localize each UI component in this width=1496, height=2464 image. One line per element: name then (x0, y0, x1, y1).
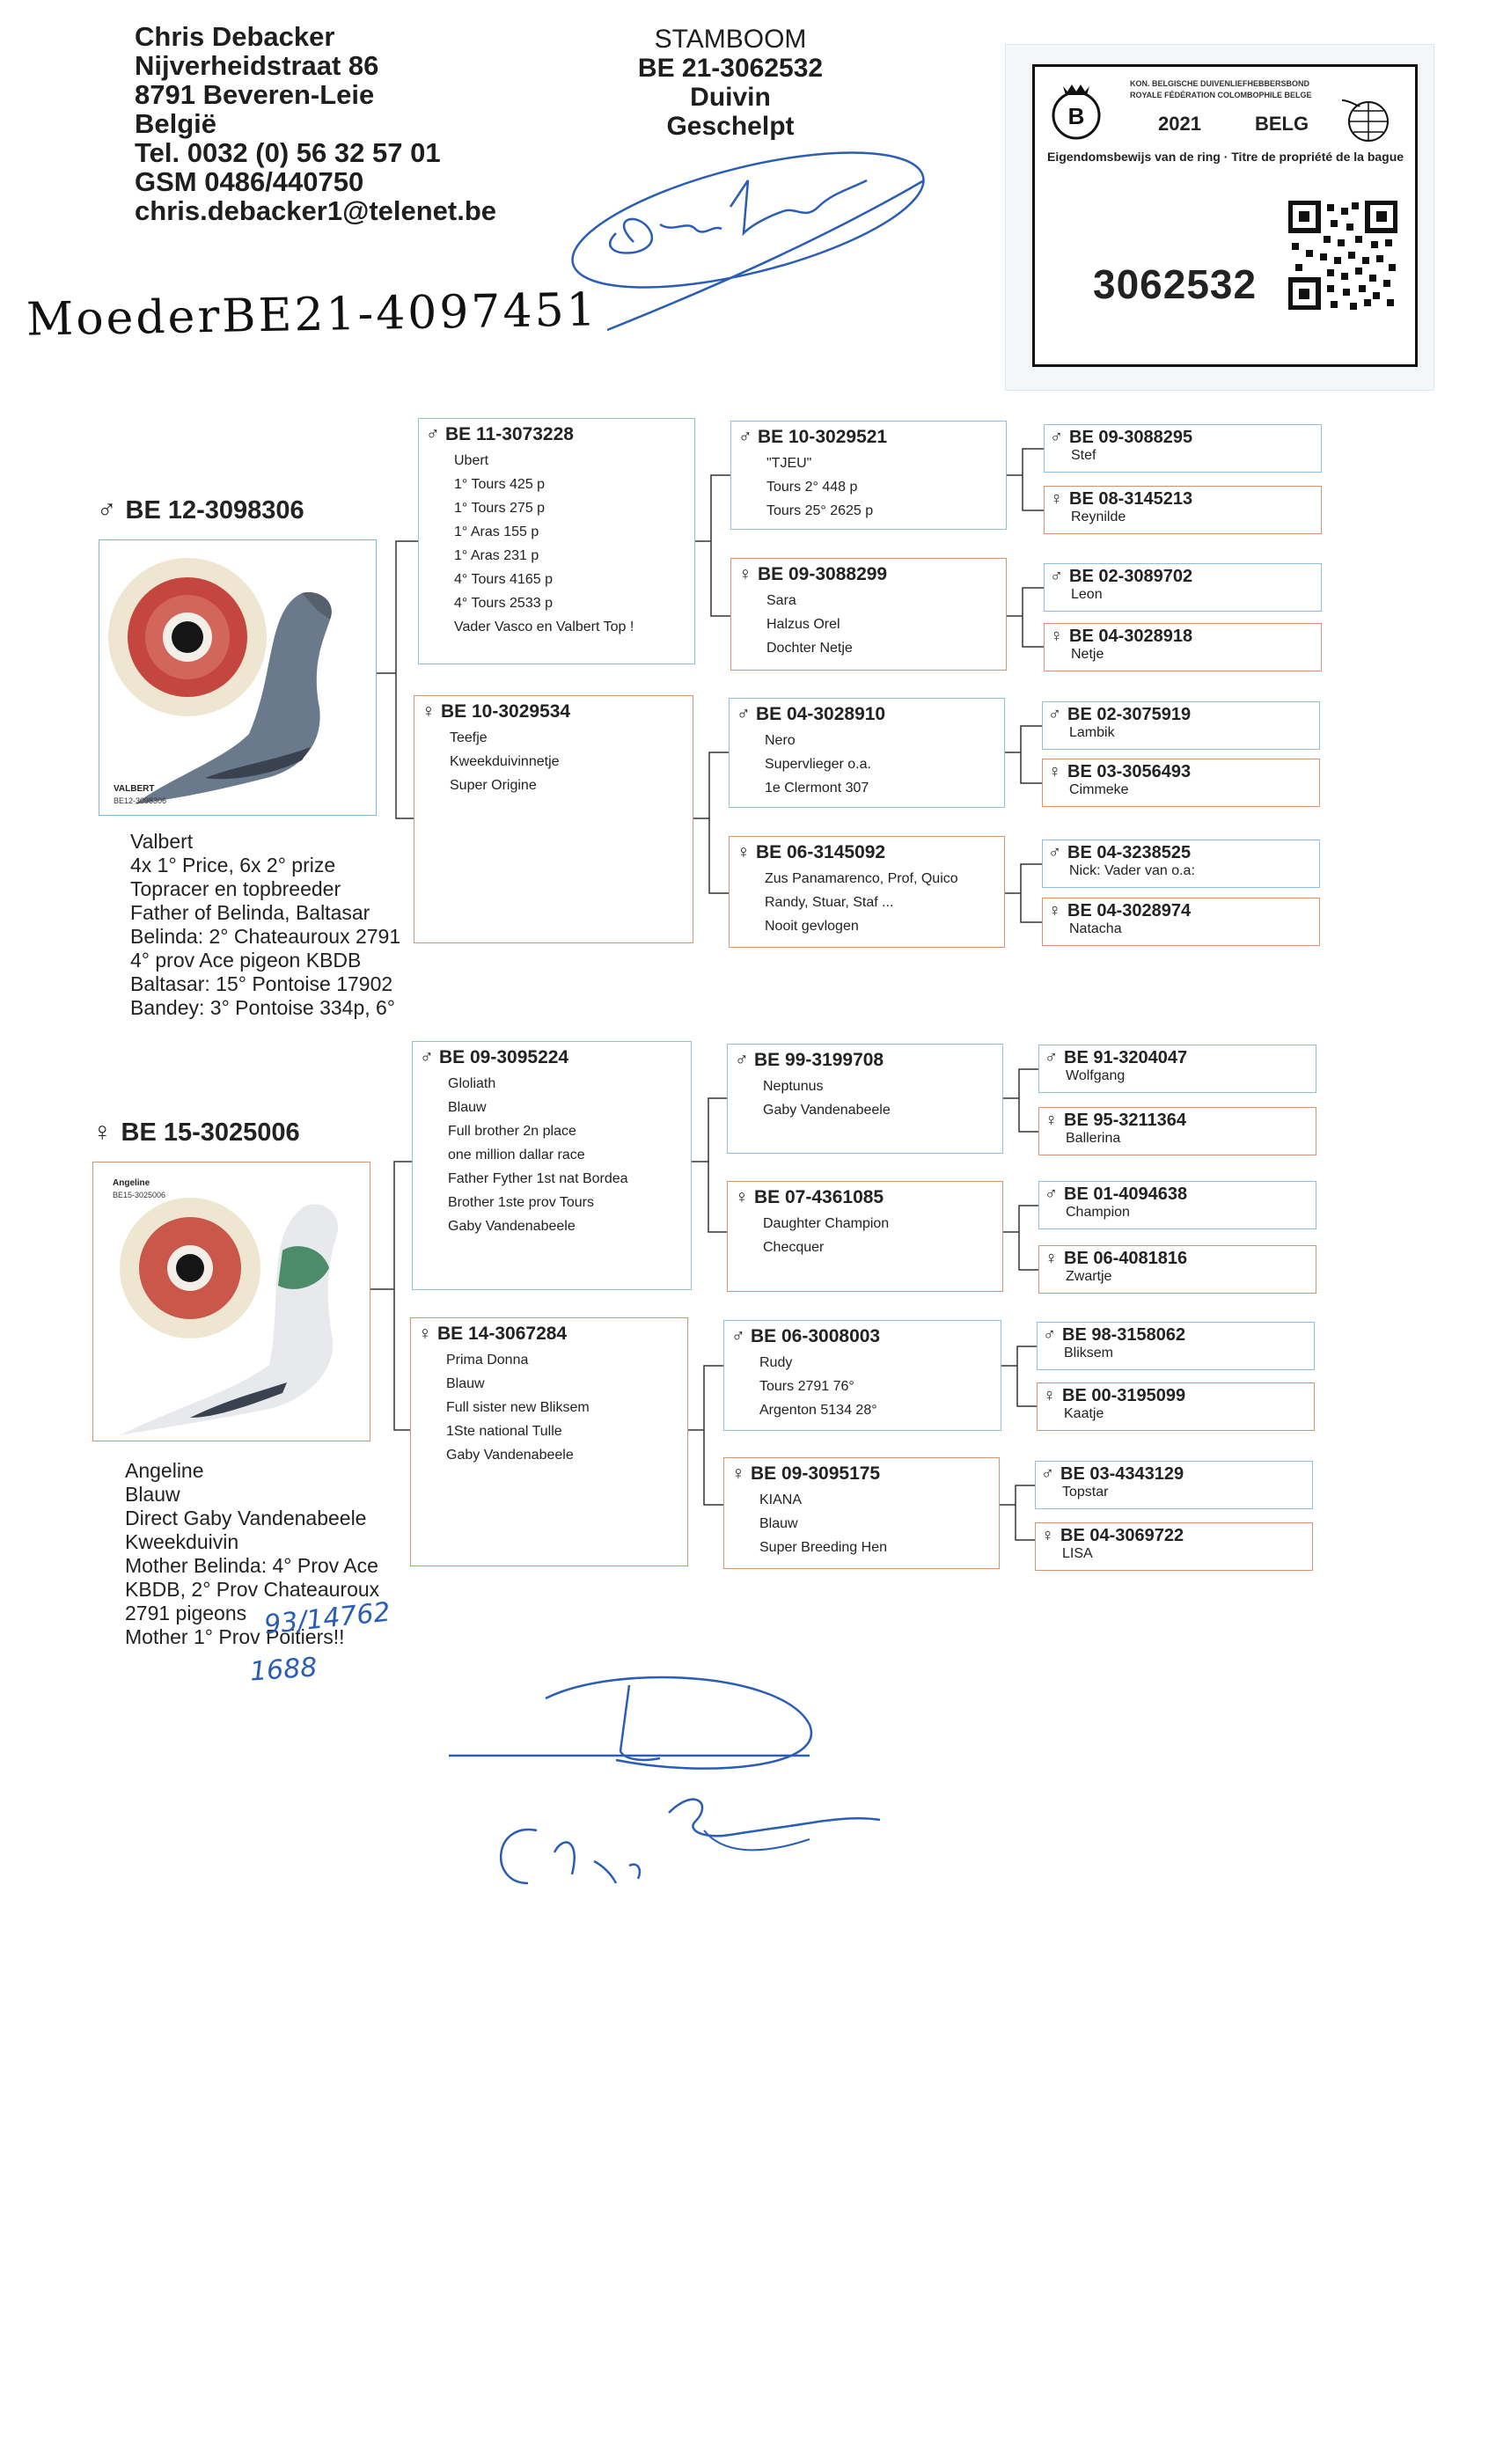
box-line: Blauw (446, 1376, 485, 1391)
handwritten-note-count: 93/14762 (262, 1596, 392, 1641)
dam-line: Kweekduivin (125, 1530, 239, 1553)
dam-line: Blauw (125, 1483, 180, 1506)
dam-line: 2791 pigeons (125, 1602, 247, 1624)
box-line: 1° Tours 275 p (454, 501, 546, 516)
signature-bottom (440, 1663, 933, 1927)
box-line: Neptunus (763, 1079, 824, 1094)
pedigree-box-gen3 (1042, 898, 1320, 946)
box-ring: BE 04-3069722 (1060, 1526, 1184, 1545)
box-line: Sara (766, 593, 796, 608)
certificate-caption: Eigendomsbewijs van de ring · Titre de propriété de la bague (1047, 150, 1404, 164)
female-icon: ♀ (1048, 762, 1061, 781)
box-line: Randy, Stuar, Staf ... (765, 895, 894, 910)
box-line: Rudy (759, 1355, 793, 1370)
box-line: Gaby Vandenabeele (446, 1448, 574, 1463)
box-line: Dochter Netje (766, 641, 853, 656)
sire-line: Belinda: 2° Chateauroux 2791 (130, 925, 401, 948)
pedigree-box-gen3 (1042, 840, 1320, 888)
pedigree-box-dam-sire (412, 1041, 692, 1290)
female-icon: ♀ (418, 1324, 432, 1344)
box-line: Bliksem (1064, 1346, 1114, 1360)
pedigree-box-gen3 (1035, 1522, 1313, 1571)
box-line: 1° Aras 231 p (454, 548, 539, 563)
header-color: Geschelpt (666, 112, 795, 141)
male-icon: ♂ (1045, 1048, 1058, 1067)
pedigree-box-gen3 (1038, 1045, 1316, 1093)
box-line: Ballerina (1066, 1131, 1121, 1146)
pedigree-box-gen2 (727, 1181, 1003, 1292)
dam-line: Direct Gaby Vandenabeele (125, 1507, 367, 1529)
box-ring: BE 08-3145213 (1069, 489, 1193, 509)
owner-tel: Tel. 0032 (0) 56 32 57 01 (135, 137, 441, 168)
page-title: STAMBOOM (654, 25, 807, 54)
box-line: Nero (765, 733, 796, 748)
female-icon: ♀ (735, 1187, 749, 1207)
box-ring: BE 10-3029521 (758, 427, 888, 447)
female-icon: ♀ (738, 564, 752, 584)
pedigree-box-gen2 (730, 421, 1007, 530)
sire-line: Bandey: 3° Pontoise 334p, 6° (130, 996, 395, 1019)
pedigree-box-gen3 (1037, 1322, 1315, 1370)
dam-photo (92, 1162, 370, 1441)
box-ring: BE 09-3095175 (751, 1463, 881, 1484)
female-icon: ♀ (1048, 901, 1061, 920)
pigeon-eye-icon (93, 1162, 370, 1441)
box-line: Tours 25° 2625 p (766, 503, 874, 518)
box-line: Kweekduivinnetje (450, 754, 560, 769)
box-ring: BE 06-3145092 (756, 842, 886, 862)
pedigree-box-gen3 (1044, 623, 1322, 671)
box-ring: BE 14-3067284 (437, 1324, 568, 1344)
female-icon: ♀ (737, 842, 751, 862)
sire-photo-ring: BE12-3098306 (114, 796, 167, 805)
box-line: Checquer (763, 1240, 825, 1255)
box-ring: BE 09-3088299 (758, 564, 888, 584)
box-line: Topstar (1062, 1485, 1109, 1500)
box-line: Brother 1ste prov Tours (448, 1195, 595, 1210)
pedigree-box-gen3 (1044, 486, 1322, 534)
box-line: Reynilde (1071, 510, 1126, 524)
header-sex: Duivin (690, 83, 771, 112)
box-line: Super Origine (450, 778, 537, 793)
pedigree-box-gen3 (1044, 563, 1322, 612)
pedigree-box-gen2 (730, 558, 1007, 671)
box-line: Natacha (1069, 921, 1122, 936)
box-line: Father Fyther 1st nat Bordea (448, 1171, 628, 1186)
female-icon: ♀ (1043, 1386, 1056, 1405)
box-line: Nick: Vader van o.a: (1069, 863, 1195, 878)
pedigree-box-gen2 (729, 836, 1005, 948)
male-icon: ♂ (1048, 705, 1061, 724)
male-icon: ♂ (1050, 428, 1063, 447)
box-line: Ubert (454, 453, 489, 468)
box-ring: BE 02-3089702 (1069, 567, 1193, 586)
male-icon: ♂ (738, 427, 752, 447)
box-line: LISA (1062, 1546, 1093, 1561)
org-name-fr: ROYALE FÉDÉRATION COLOMBOPHILE BELGE (1130, 91, 1312, 99)
owner-gsm: GSM 0486/440750 (135, 166, 364, 197)
box-line: Tours 2791 76° (759, 1379, 854, 1394)
box-ring: BE 03-3056493 (1067, 762, 1192, 781)
male-icon: ♂ (731, 1326, 745, 1346)
male-icon: ♂ (426, 424, 440, 444)
male-icon: ♂ (420, 1047, 434, 1067)
female-icon: ♀ (422, 701, 436, 722)
box-ring: BE 06-3008003 (751, 1326, 881, 1346)
dam-line: KBDB, 2° Prov Chateauroux (125, 1578, 380, 1601)
owner-street: Nijverheidstraat 86 (135, 50, 379, 81)
dam-heading (92, 1118, 300, 1148)
box-line: KIANA (759, 1492, 803, 1507)
pedigree-box-dam-dam (410, 1317, 688, 1566)
pedigree-box-gen3 (1035, 1461, 1313, 1509)
box-ring: BE 04-3028918 (1069, 627, 1193, 646)
box-line: Prima Donna (446, 1353, 529, 1368)
box-ring: BE 11-3073228 (445, 424, 574, 444)
dam-line: Angeline (125, 1459, 204, 1482)
ring-number: 3062532 (1093, 261, 1258, 307)
pedigree-box-gen2 (727, 1044, 1003, 1154)
sire-line: Father of Belinda, Baltasar (130, 901, 370, 924)
owner-country: België (135, 108, 217, 139)
box-line: Tours 2° 448 p (766, 480, 858, 495)
box-line: Zwartje (1066, 1269, 1112, 1284)
male-icon: ♂ (737, 704, 751, 724)
box-line: Argenton 5134 28° (759, 1403, 877, 1418)
pedigree-box-gen2 (729, 698, 1005, 808)
box-line: Nooit gevlogen (765, 919, 859, 934)
male-icon: ♂ (1041, 1464, 1054, 1484)
dam-photo-name: Angeline (113, 1178, 150, 1188)
box-line: Gloliath (448, 1076, 496, 1091)
owner-city: 8791 Beveren-Leie (135, 79, 375, 110)
box-ring: BE 10-3029534 (441, 701, 571, 722)
dam-photo-ring: BE15-3025006 (113, 1191, 166, 1199)
box-line: Daughter Champion (763, 1216, 890, 1231)
pedigree-box-gen2 (723, 1457, 1000, 1569)
pedigree-box-gen3 (1038, 1181, 1316, 1229)
box-line: Lambik (1069, 725, 1115, 740)
mother-note: MoederBE21-4097451 (26, 283, 599, 347)
header-ring: BE 21-3062532 (637, 54, 824, 83)
box-ring: BE 02-3075919 (1067, 705, 1192, 724)
pedigree-box-sire-dam (414, 695, 693, 943)
box-line: Leon (1071, 587, 1103, 602)
box-ring: BE 07-4361085 (754, 1187, 884, 1207)
box-line: Halzus Orel (766, 617, 840, 632)
pedigree-box-sire-sire (418, 418, 695, 664)
box-ring: BE 09-3095224 (439, 1047, 569, 1067)
female-icon: ♀ (92, 1118, 113, 1147)
pedigree-box-gen3 (1037, 1382, 1315, 1431)
female-icon: ♀ (1041, 1526, 1054, 1545)
box-ring: BE 01-4094638 (1064, 1184, 1188, 1204)
male-icon: ♂ (1050, 567, 1063, 586)
box-line: "TJEU" (766, 456, 812, 471)
box-ring: BE 00-3195099 (1062, 1386, 1186, 1405)
sire-heading (97, 495, 304, 525)
female-icon: ♀ (1050, 627, 1063, 646)
handwritten-note-total: 1688 (248, 1652, 319, 1688)
female-icon: ♀ (1050, 489, 1063, 509)
box-line: Supervlieger o.a. (765, 757, 871, 772)
box-line: 4° Tours 4165 p (454, 572, 553, 587)
box-ring: BE 99-3199708 (754, 1050, 884, 1070)
pedigree-box-gen3 (1042, 701, 1320, 750)
sire-photo (99, 539, 377, 816)
sire-line: 4x 1° Price, 6x 2° prize (130, 854, 336, 876)
male-icon: ♂ (1048, 843, 1061, 862)
dam-line: Mother Belinda: 4° Prov Ace (125, 1554, 378, 1577)
box-ring: BE 04-3028910 (756, 704, 886, 724)
dam-line: Mother 1° Prov Poitiers!! (125, 1625, 345, 1648)
box-line: Blauw (759, 1516, 798, 1531)
box-ring: BE 95-3211364 (1064, 1111, 1187, 1130)
pedigree-box-gen3 (1044, 424, 1322, 473)
box-line: Kaatje (1064, 1406, 1104, 1421)
pedigree-box-gen3 (1042, 759, 1320, 807)
box-line: Zus Panamarenco, Prof, Quico (765, 871, 958, 886)
ring-year: 2021 (1158, 113, 1201, 135)
box-line: Stef (1071, 448, 1096, 463)
box-ring: BE 98-3158062 (1062, 1325, 1186, 1345)
ring-country: BELG (1255, 113, 1309, 135)
sire-line: Baltasar: 15° Pontoise 17902 (130, 972, 393, 995)
male-icon: ♂ (1043, 1325, 1056, 1345)
box-line: 4° Tours 2533 p (454, 596, 553, 611)
box-line: 1e Clermont 307 (765, 781, 869, 796)
box-line: Cimmeke (1069, 782, 1129, 797)
box-line: Blauw (448, 1100, 487, 1115)
box-line: Full sister new Bliksem (446, 1400, 590, 1415)
female-icon: ♀ (1045, 1111, 1058, 1130)
box-ring: BE 09-3088295 (1069, 428, 1193, 447)
svg-text:B: B (1067, 103, 1085, 129)
owner-name: Chris Debacker (135, 21, 335, 52)
sire-line: Topracer en topbreeder (130, 877, 341, 900)
pedigree-box-gen2 (723, 1320, 1001, 1431)
box-line: Gaby Vandenabeele (763, 1103, 891, 1118)
sire-ring: BE 12-3098306 (125, 496, 304, 524)
box-line: 1° Tours 425 p (454, 477, 546, 492)
box-line: one million dallar race (448, 1148, 585, 1162)
sire-description (130, 830, 400, 1020)
box-ring: BE 04-3028974 (1067, 901, 1192, 920)
male-icon: ♂ (1045, 1184, 1058, 1204)
box-line: Full brother 2n place (448, 1124, 576, 1139)
box-line: Netje (1071, 647, 1104, 662)
male-icon: ♂ (735, 1050, 749, 1070)
box-line: 1Ste national Tulle (446, 1424, 562, 1439)
dam-ring: BE 15-3025006 (121, 1118, 300, 1147)
box-line: Teefje (450, 730, 488, 745)
sire-line: 4° prov Ace pigeon KBDB (130, 949, 362, 972)
box-ring: BE 06-4081816 (1064, 1249, 1188, 1268)
box-line: Super Breeding Hen (759, 1540, 887, 1555)
owner-email: chris.debacker1@telenet.be (135, 195, 497, 226)
box-line: Wolfgang (1066, 1068, 1126, 1083)
box-ring: BE 04-3238525 (1067, 843, 1192, 862)
box-line: Vader Vasco en Valbert Top ! (454, 620, 634, 634)
box-line: Champion (1066, 1205, 1130, 1220)
sire-photo-name: VALBERT (114, 784, 155, 794)
sire-line: Valbert (130, 830, 194, 853)
org-name-nl: KON. BELGISCHE DUIVENLIEFHEBBERSBOND (1130, 79, 1310, 88)
pedigree-box-gen3 (1038, 1107, 1316, 1155)
box-line: Gaby Vandenabeele (448, 1219, 576, 1234)
female-icon: ♀ (731, 1463, 745, 1484)
box-line: 1° Aras 155 p (454, 524, 539, 539)
box-ring: BE 91-3204047 (1064, 1048, 1188, 1067)
male-icon: ♂ (97, 495, 117, 524)
pigeon-eye-icon (99, 540, 376, 815)
female-icon: ♀ (1045, 1249, 1058, 1268)
box-ring: BE 03-4343129 (1060, 1464, 1184, 1484)
pedigree-box-gen3 (1038, 1245, 1316, 1294)
